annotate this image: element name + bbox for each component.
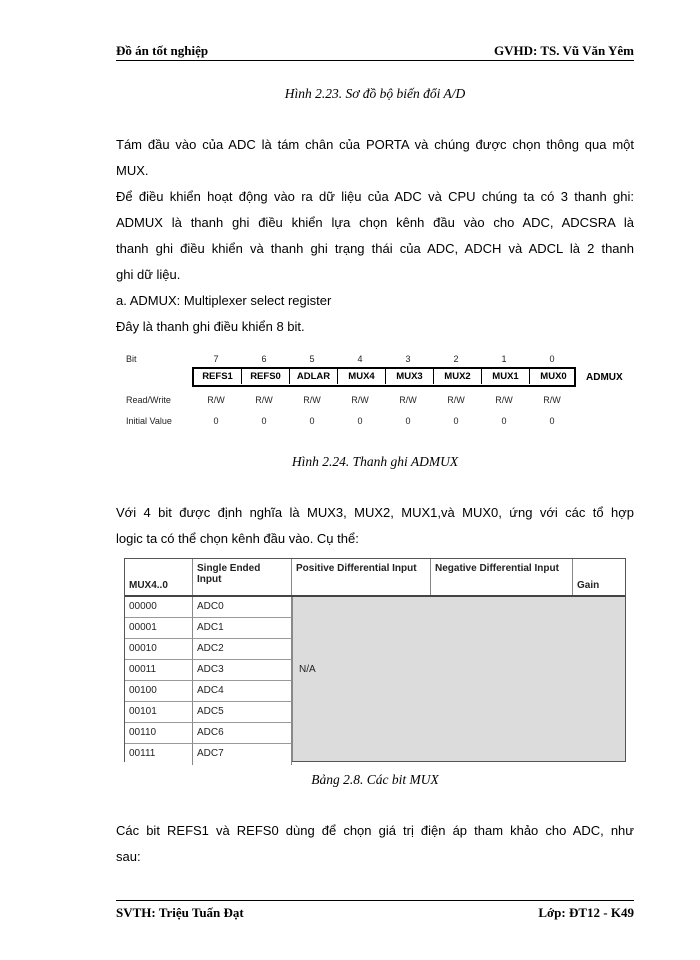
table-na-region [292,597,625,761]
text-line: Tám đầu vào của ADC là tám chân của PORTA và chúng được chọn thông qua một [116,137,634,152]
header-advisor: GVHD: TS. Vũ Văn Yêm [493,43,634,58]
bit-name-refs1: REFS1 [202,371,233,382]
bit-number: 1 [501,354,507,364]
bit-number: 0 [549,354,555,364]
table-header-positive-diff: Positive Differential Input [292,559,431,595]
table-cell-input: ADC6 [193,723,292,744]
initial-value: 0 [309,416,315,426]
table-cell-input: ADC5 [193,702,292,723]
page-footer [116,900,634,921]
text-line: ADMUX là thanh ghi điều khiển lựa chọn kênh đầu vào cho ADC, ADCSRA là [116,215,634,230]
admux-register-figure [124,352,644,432]
initial-value: 0 [405,416,411,426]
text-line: logic ta có thể chọn kênh đầu vào. Cụ thể: [116,531,359,546]
text-line: ghi dữ liệu. [116,267,181,282]
initial-value: 0 [549,416,555,426]
table-cell-input: ADC4 [193,681,292,702]
text-line: MUX. [116,163,149,178]
bit-name-mux2: MUX2 [444,371,471,382]
table-cell-mux: 00100 [125,681,193,702]
text-line: thanh ghi điều khiển và thanh ghi trạng thái của ADC, ADCH và ADCL là 2 thanh [116,241,634,256]
footer-class: Lớp: ĐT12 - K49 [538,905,634,920]
table-header-gain: Gain [577,580,600,591]
initial-value: 0 [357,416,363,426]
bit-number: 6 [261,354,267,364]
text-line: Với 4 bit được định nghĩa là MUX3, MUX2, MUX1,và MUX0, ứng với các tổ hợp [116,505,634,520]
bit-name-mux4: MUX4 [348,371,375,382]
initial-value: 0 [453,416,459,426]
rw-value: R/W [495,395,513,405]
page-header [116,42,634,61]
rw-value: R/W [351,395,369,405]
table-cell-mux: 00110 [125,723,193,744]
table-cell-mux: 00000 [125,597,193,618]
text-line: Để điều khiển hoạt động vào ra dữ liệu của ADC và CPU chúng ta có 3 thanh ghi: [116,189,634,204]
register-bit-box [192,367,576,387]
table-header-row [125,559,625,597]
bit-row-label: Bit [126,354,137,364]
figure-2-23-caption: Hình 2.23. Sơ đồ bộ biến đổi A/D [284,86,466,101]
table-cell-input: ADC7 [193,744,292,765]
bit-number: 4 [357,354,363,364]
bit-name-mux0: MUX0 [540,371,567,382]
table-cell-input: ADC3 [193,660,292,681]
bit-name-refs0: REFS0 [250,371,281,382]
bit-number: 3 [405,354,411,364]
table-na-text: N/A [299,664,316,675]
bit-number: 2 [453,354,459,364]
initial-value: 0 [501,416,507,426]
initial-value: 0 [261,416,267,426]
table-cell-mux: 00111 [125,744,193,765]
table-cell-mux: 00101 [125,702,193,723]
table-cell-mux: 00001 [125,618,193,639]
initial-value: 0 [213,416,219,426]
bit-number: 7 [213,354,219,364]
figure-2-24-caption: Hình 2.24. Thanh ghi ADMUX [291,454,459,469]
read-write-row-label: Read/Write [126,395,171,405]
text-line: Các bit REFS1 và REFS0 dùng để chọn giá trị điện áp tham khảo cho ADC, như [116,823,634,838]
rw-value: R/W [255,395,273,405]
footer-student: SVTH: Triệu Tuấn Đạt [116,905,244,920]
paragraph-refs-bits [116,818,634,870]
table-cell-mux: 00011 [125,660,193,681]
table-cell-input: ADC0 [193,597,292,618]
mux-table [124,558,626,762]
bit-name-adlar: ADLAR [296,371,331,382]
initial-value-row-label: Initial Value [126,416,172,426]
table-cell-mux: 00010 [125,639,193,660]
header-title: Đồ án tốt nghiệp [116,43,209,58]
text-line: sau: [116,849,141,864]
rw-value: R/W [399,395,417,405]
table-cell-input: ADC1 [193,618,292,639]
bit-name-mux1: MUX1 [492,371,519,382]
table-cell-input: ADC2 [193,639,292,660]
rw-value: R/W [303,395,321,405]
table-header-negative-diff: Negative Differential Input [431,559,573,595]
table-header-single-ended: Single Ended Input [193,559,292,595]
table-header-mux: MUX4..0 [125,559,193,595]
register-name: ADMUX [586,372,623,383]
bit-name-mux3: MUX3 [396,371,423,382]
rw-value: R/W [543,395,561,405]
admux-description: Đây là thanh ghi điều khiển 8 bit. [116,319,305,334]
table-2-8-caption: Bảng 2.8. Các bit MUX [311,772,439,787]
admux-heading: a. ADMUX: Multiplexer select register [116,293,332,308]
rw-value: R/W [447,395,465,405]
rw-value: R/W [207,395,225,405]
paragraph-adc-inputs [116,132,634,340]
bit-number: 5 [309,354,315,364]
paragraph-mux-bits [116,500,634,552]
